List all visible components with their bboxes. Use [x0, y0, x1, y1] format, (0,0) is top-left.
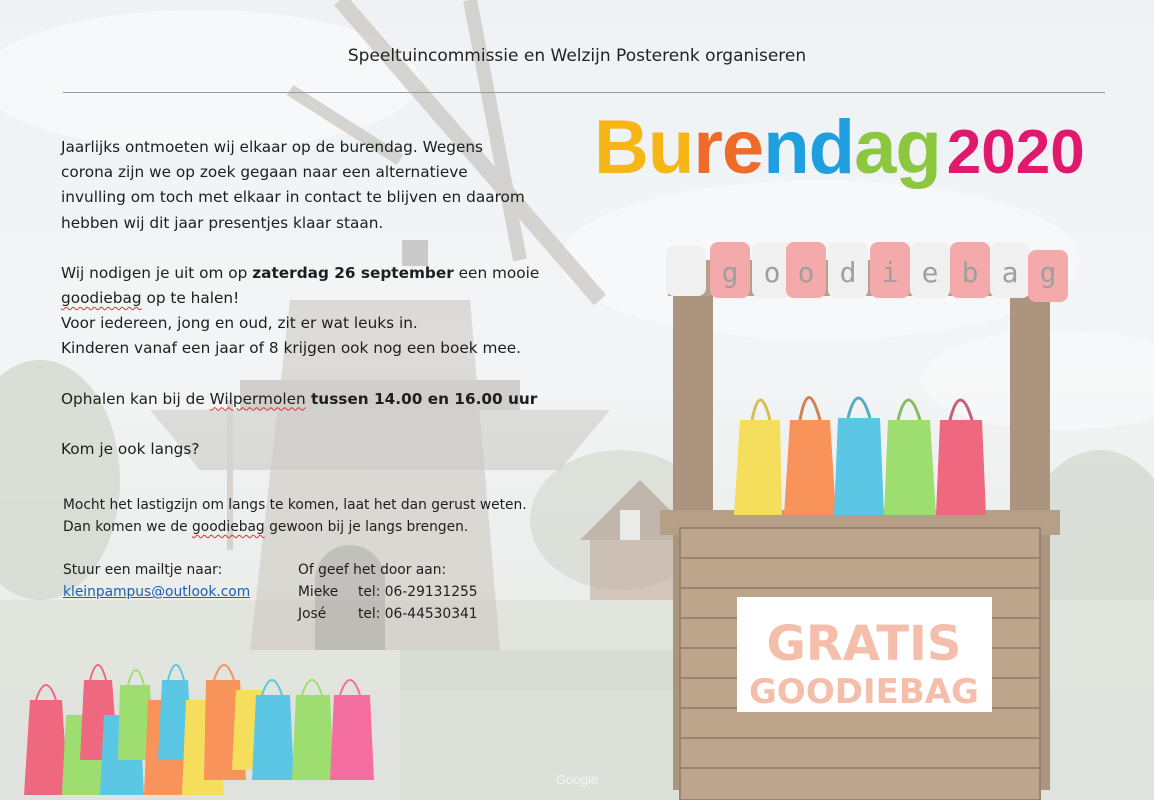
- page-title: [594, 104, 1085, 191]
- intro-line: corona zijn we op zoek gegaan naar een alternatieve: [61, 163, 468, 182]
- banner-letter: o: [763, 256, 781, 289]
- invite-line-3: Voor iedereen, jong en oud, zit er wat leuks in.: [61, 314, 418, 333]
- banner-letter: d: [839, 256, 857, 289]
- title-letter: g: [895, 105, 941, 190]
- title-word: [594, 104, 941, 191]
- intro-line: invulling om toch met elkaar in contact te blijven en daarom: [61, 188, 525, 207]
- phone-contact: [298, 559, 518, 625]
- banner-letter: o: [797, 256, 815, 289]
- mail-contact: [63, 559, 283, 603]
- delivery-note: Mocht het lastigzijn om langs te komen, laat het dan gerust weten. Dan komen we de goodiebag gewoon bij je langs brengen.: [63, 497, 527, 535]
- contact-row: José tel: 06-44530341: [298, 606, 478, 622]
- google-watermark: Google: [556, 772, 598, 787]
- email-link[interactable]: kleinpampus@outlook.com: [63, 584, 251, 600]
- invite-line-1: Wij nodigen je uit om op zaterdag 26 september een mooie: [61, 263, 540, 282]
- pickup-place: Wilpermolen: [209, 389, 306, 408]
- organisers-header: Speeltuincommissie en Welzijn Posterenk organiseren: [347, 46, 807, 66]
- title-letter: u: [647, 105, 694, 190]
- title-letter: a: [854, 105, 896, 190]
- title-letter: e: [721, 105, 764, 190]
- contact-row: Mieke tel: 06-29131255: [298, 584, 478, 600]
- title-letter: n: [763, 105, 809, 190]
- phone-label: Of geef het door aan:: [298, 562, 447, 578]
- event-date: zaterdag 26 september: [252, 263, 454, 282]
- intro-line: Jaarlijks ontmoeten wij elkaar op de burendag. Wegens: [61, 138, 484, 156]
- sign-line-1: GRATIS: [766, 616, 962, 672]
- body-text: [61, 135, 581, 462]
- mail-label: Stuur een mailtje naar:: [63, 562, 223, 578]
- header-divider: [63, 92, 1105, 93]
- title-year: 2020: [946, 118, 1085, 187]
- sign-line-2: GOODIEBAG: [749, 672, 979, 712]
- title-letter: r: [693, 105, 722, 190]
- banner-letter: a: [1001, 256, 1019, 289]
- title-letter: B: [594, 105, 648, 190]
- banner-letter: i: [881, 256, 899, 289]
- intro-line: hebben wij dit jaar presentjes klaar staan.: [61, 213, 384, 232]
- banner-letter: e: [921, 256, 939, 289]
- pickup-line: Ophalen kan bij de Wilpermolen tussen 14.00 en 16.00 uur: [61, 389, 538, 408]
- banner-letter: b: [961, 256, 979, 289]
- invite-line-2: goodiebag op te halen!: [61, 289, 240, 308]
- question: Kom je ook langs?: [61, 439, 200, 458]
- banner-letter: g: [721, 256, 739, 289]
- pickup-time: tussen 14.00 en 16.00 uur: [305, 389, 538, 408]
- invite-line-4: Kinderen vanaf een jaar of 8 krijgen ook nog een boek mee.: [61, 339, 522, 358]
- banner-letter: g: [1039, 256, 1057, 289]
- title-letter: d: [808, 105, 855, 190]
